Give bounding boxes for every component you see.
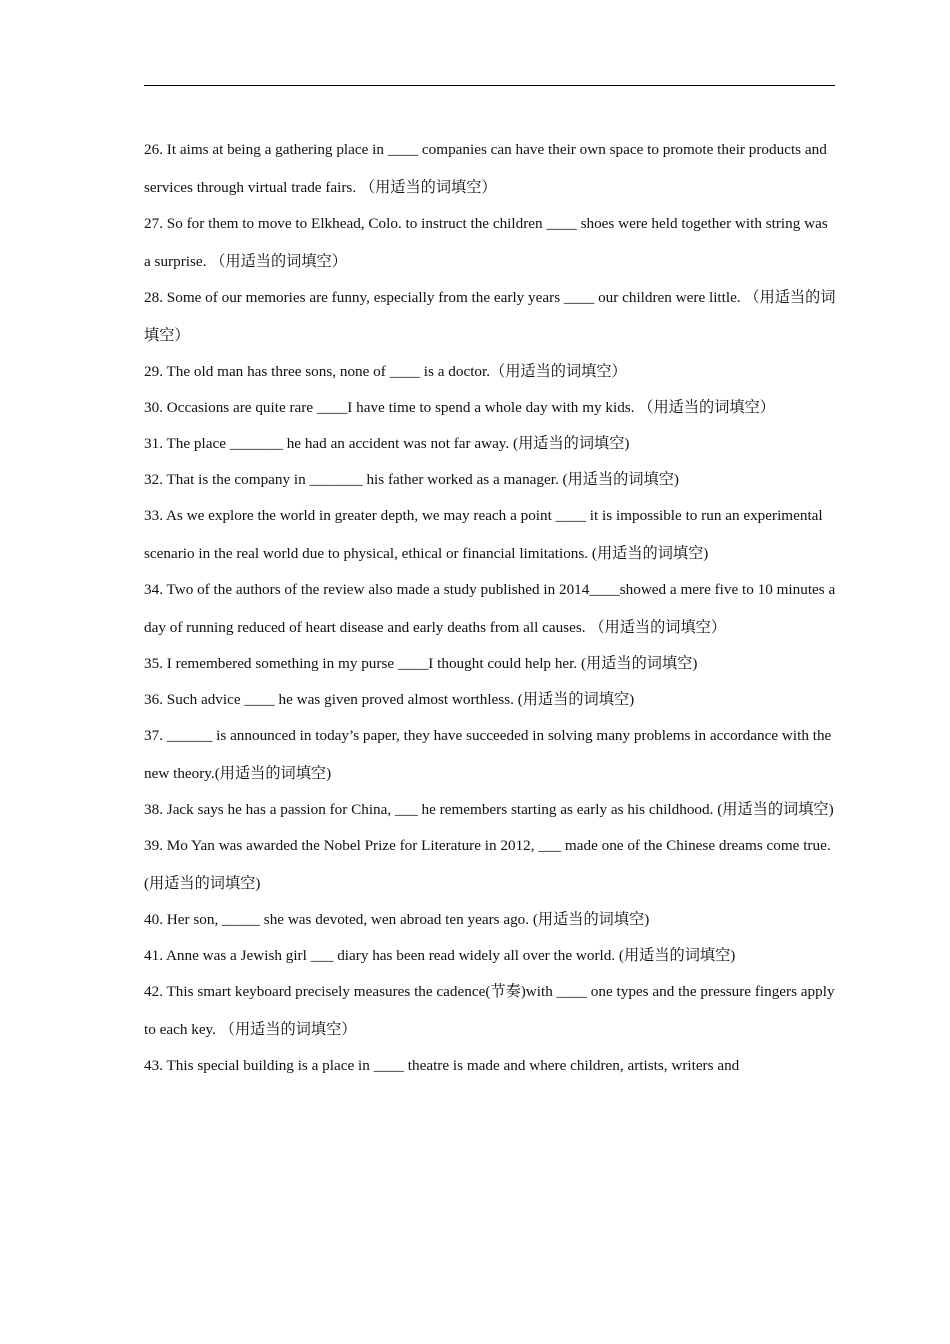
- question-text: ______ is announced in today’s paper, they have succeeded in solving many problems in accordance with the new theory.(用适当的词填空): [144, 727, 832, 782]
- question-number: 28.: [144, 289, 163, 306]
- question-text: I remembered something in my purse ____I thought could help her. (用适当的词填空): [166, 655, 698, 672]
- question-number: 36.: [144, 691, 163, 708]
- question-text: Her son, _____ she was devoted, wen abroad ten years ago. (用适当的词填空): [166, 911, 650, 928]
- question-number: 29.: [144, 363, 163, 380]
- question-text: That is the company in _______ his father worked as a manager. (用适当的词填空): [166, 471, 679, 488]
- question-number: 37.: [144, 727, 163, 744]
- question-item: [144, 279, 836, 355]
- question-text: Jack says he has a passion for China, ___ he remembers starting as early as his childhood. (用适当的词填空): [166, 801, 834, 818]
- question-item: [144, 497, 836, 573]
- question-number: 26.: [144, 141, 163, 158]
- question-item: [144, 791, 836, 829]
- header-rule: [144, 85, 835, 86]
- question-list: [144, 131, 836, 1083]
- question-number: 41.: [144, 947, 163, 964]
- question-item: [144, 645, 836, 683]
- question-item: [144, 937, 836, 975]
- question-number: 38.: [144, 801, 163, 818]
- question-item: [144, 353, 836, 391]
- question-number: 30.: [144, 399, 163, 416]
- question-number: 40.: [144, 911, 163, 928]
- question-number: 27.: [144, 215, 163, 232]
- question-text: Mo Yan was awarded the Nobel Prize for Literature in 2012, ___ made one of the Chinese dreams come true. (用适当的词填空): [144, 837, 831, 892]
- question-text: Such advice ____ he was given proved almost worthless. (用适当的词填空): [166, 691, 635, 708]
- question-text: This smart keyboard precisely measures the cadence(节奏)with ____ one types and the pressure fingers apply to each key. （用适当的词填空）: [144, 983, 835, 1038]
- question-text: Two of the authors of the review also made a study published in 2014____showed a mere five to 10 minutes a day of running reduced of heart disease and early deaths from all causes. （用适当的词填空）: [144, 581, 836, 636]
- question-text: As we explore the world in greater depth, we may reach a point ____ it is impossible to run an experimental scenario in the real world due to physical, ethical or financial limitations. (用适当的词填空): [144, 507, 823, 562]
- question-text: So for them to move to Elkhead, Colo. to instruct the children ____ shoes were held together with string was a surprise. （用适当的词填空）: [144, 215, 828, 270]
- question-number: 42.: [144, 983, 163, 1000]
- question-item: [144, 681, 836, 719]
- question-item: [144, 461, 836, 499]
- question-item: [144, 571, 836, 647]
- question-item: [144, 389, 836, 427]
- question-item: [144, 973, 836, 1049]
- question-item: [144, 425, 836, 463]
- question-text: The old man has three sons, none of ____ is a doctor.（用适当的词填空）: [166, 363, 627, 380]
- question-number: 43.: [144, 1057, 163, 1074]
- question-number: 32.: [144, 471, 163, 488]
- question-item: [144, 717, 836, 793]
- question-number: 31.: [144, 435, 163, 452]
- question-text: Anne was a Jewish girl ___ diary has been read widely all over the world. (用适当的词填空): [165, 947, 736, 964]
- question-text: Some of our memories are funny, especially from the early years ____ our children were little. （用适当的词填空）: [144, 289, 836, 344]
- question-text: The place _______ he had an accident was not far away. (用适当的词填空): [166, 435, 630, 452]
- question-text: It aims at being a gathering place in ____ companies can have their own space to promote their products and services through virtual trade fairs. （用适当的词填空）: [144, 141, 827, 196]
- question-number: 39.: [144, 837, 163, 854]
- question-item: [144, 901, 836, 939]
- question-item: [144, 1047, 836, 1085]
- question-text: This special building is a place in ____ theatre is made and where children, artists, writers and: [166, 1057, 740, 1074]
- question-number: 33.: [144, 507, 163, 524]
- question-item: [144, 827, 836, 903]
- question-text: Occasions are quite rare ____I have time to spend a whole day with my kids. （用适当的词填空）: [166, 399, 775, 416]
- question-item: [144, 205, 836, 281]
- question-number: 34.: [144, 581, 163, 598]
- question-item: [144, 131, 836, 207]
- question-number: 35.: [144, 655, 163, 672]
